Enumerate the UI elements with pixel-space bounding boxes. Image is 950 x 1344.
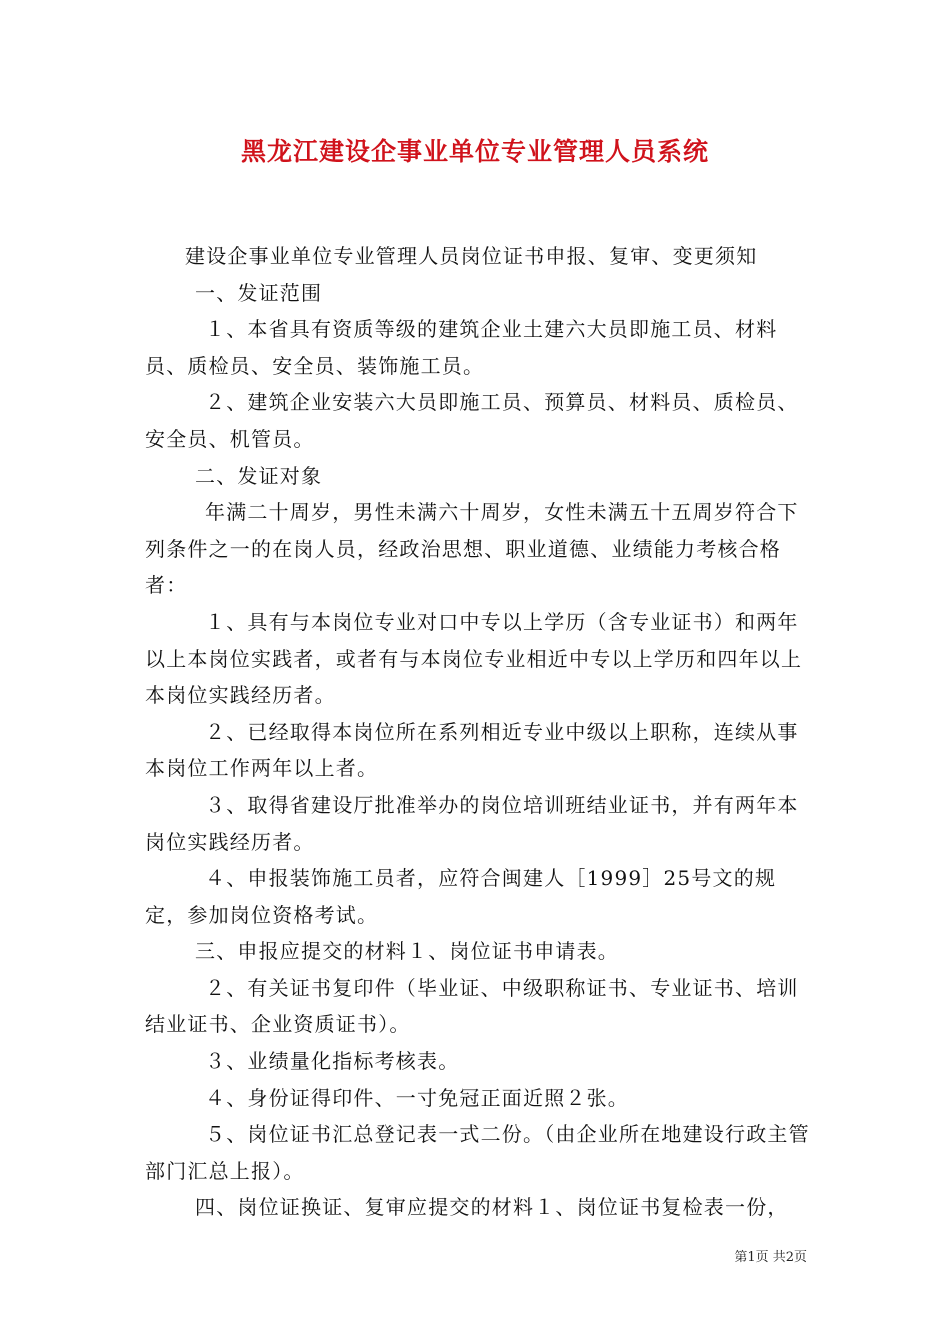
section-heading: 四、岗位证换证、复审应提交的材料１、岗位证书复检表一份，: [195, 1195, 789, 1220]
section-heading: 一、发证范围: [195, 280, 323, 305]
paragraph: ４、身份证得印件、一寸免冠正面近照２张。: [205, 1085, 629, 1110]
paragraph: ４、申报装饰施工员者，应符合闽建人［1999］25号文的规定，参加岗位资格考试。: [145, 866, 777, 927]
document-body: [145, 238, 815, 1226]
paragraph: ３、业绩量化指标考核表。: [205, 1049, 460, 1074]
document-title: 黑龙江建设企事业单位专业管理人员系统: [240, 137, 709, 166]
section-heading: 二、发证对象: [195, 463, 323, 488]
paragraph: ５、岗位证书汇总登记表一式二份。（由企业所在地建设行政主管部门汇总上报）。: [145, 1122, 810, 1183]
paragraph: ３、取得省建设厅批准举办的岗位培训班结业证书，并有两年本岗位实践经历者。: [145, 792, 799, 854]
paragraph: １、本省具有资质等级的建筑企业土建六大员即施工员、材料员、质检员、安全员、装饰施工员。: [145, 317, 778, 378]
section-heading: 三、申报应提交的材料１、岗位证书申请表。: [195, 939, 619, 964]
page-number-footer: 第1页 共2页: [734, 1250, 807, 1265]
paragraph: ２、有关证书复印件（毕业证、中级职称证书、专业证书、培训结业证书、企业资质证书）。: [145, 975, 799, 1037]
subtitle-paragraph: 建设企事业单位专业管理人员岗位证书申报、复审、变更须知: [185, 244, 758, 268]
paragraph: １、具有与本岗位专业对口中专以上学历（含专业证书）和两年以上本岗位实践者，或者有与本岗位专业相近中专以上学历和四年以上本岗位实践经历者。: [145, 609, 803, 708]
paragraph: ２、建筑企业安装六大员即施工员、预算员、材料员、质检员、安全员、机管员。: [145, 390, 799, 451]
paragraph: 年满二十周岁，男性未满六十周岁，女性未满五十五周岁符合下列条件之一的在岗人员，经政治思想、职业道德、业绩能力考核合格者：: [145, 500, 799, 598]
paragraph: ２、已经取得本岗位所在系列相近专业中级以上职称，连续从事本岗位工作两年以上者。: [145, 719, 799, 781]
